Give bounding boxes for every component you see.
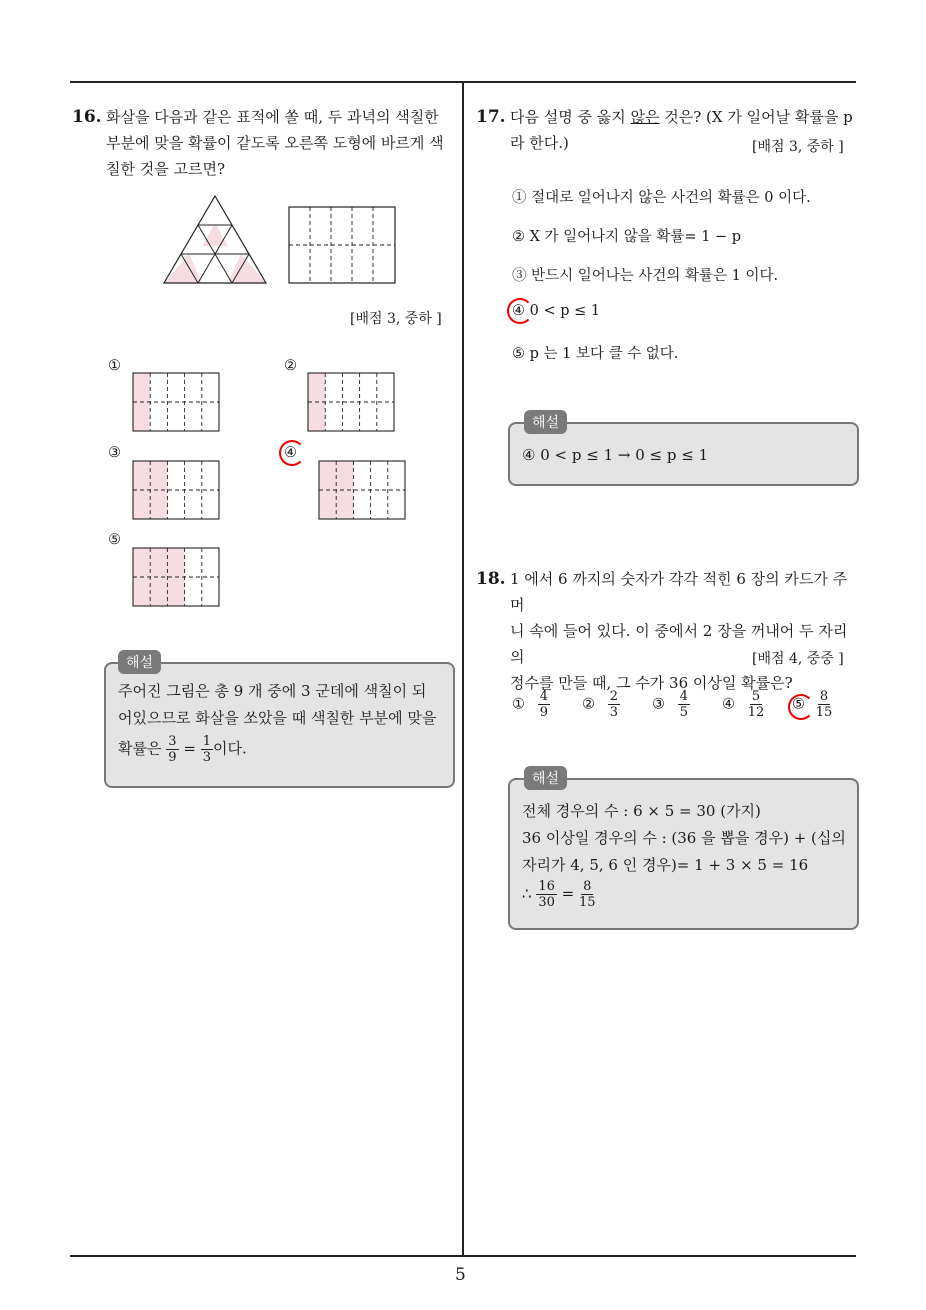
q18-option-5[interactable]: ⑤ $\frac{8}{15}$: [792, 689, 833, 720]
q17-option-1[interactable]: ① 절대로 일어나지 않은 사건의 확률은 0 이다.: [512, 190, 811, 206]
q18-expl-text: [522, 798, 852, 910]
fraction: $\frac{2}{3}$: [609, 689, 619, 720]
q16-expl-line1: 주어진 그림은 총 9 개 중에 3 군데에 색칠이 되: [118, 682, 427, 700]
page-number: 5: [455, 1265, 466, 1285]
q16-option-2-label[interactable]: ②: [284, 358, 297, 374]
q18-option-4[interactable]: ④ $\frac{5}{12}$: [722, 689, 765, 720]
q17-expl-text: ④ 0 < p ≤ 1 → 0 ≤ p ≤ 1: [522, 446, 709, 464]
shaded-triangle: [202, 223, 228, 246]
q16-option-1-grid[interactable]: [132, 372, 222, 434]
q16-number: 16.: [72, 107, 102, 127]
q16-points: [배점 3, 중하 ]: [350, 311, 442, 327]
q17-points: [배점 3, 중하 ]: [752, 139, 844, 155]
q16-option-3-label[interactable]: ③: [108, 445, 121, 461]
q18-expl-line1: 전체 경우의 수 : 6 × 5 = 30 (가지): [522, 802, 761, 820]
q18-line1: 1 에서 6 까지의 숫자가 각각 적힌 6 장의 카드가 주머: [510, 570, 848, 614]
q16-expl-pre: 확률은: [118, 739, 162, 758]
q17-option-3[interactable]: ③ 반드시 일어나는 사건의 확률은 1 이다.: [512, 268, 779, 284]
q17-line1: 다음 설명 중 옳지 않은 것은? (X 가 일어날 확률을 p: [510, 108, 853, 126]
q18-option-2[interactable]: ② $\frac{2}{3}$: [582, 689, 619, 720]
q18-option-3[interactable]: ③ $\frac{4}{5}$: [652, 689, 689, 720]
q16-option-4-label[interactable]: ④: [284, 445, 297, 461]
q17-explanation-tab: 해설: [524, 410, 567, 434]
fraction: $\frac{5}{12}$: [747, 689, 765, 720]
q18-text: [510, 566, 860, 696]
q16-option-3-grid[interactable]: [132, 460, 222, 522]
q18-option-1[interactable]: ① $\frac{4}{9}$: [512, 689, 549, 720]
q16-option-1-label[interactable]: ①: [108, 358, 121, 374]
fraction: $\frac{8}{15}$: [579, 879, 596, 910]
q18-explanation-tab: 해설: [524, 766, 567, 790]
equals: =: [561, 884, 575, 903]
q17-option-2[interactable]: ② X 가 일어나지 않을 확률= 1 − p: [512, 229, 742, 245]
fraction: $\frac{4}{5}$: [679, 689, 689, 720]
fraction: $\frac{8}{15}$: [815, 689, 833, 720]
q16-explanation-tab: 해설: [118, 650, 161, 674]
fraction: $\frac{16}{30}$: [538, 879, 555, 910]
answer-circle-mark: [788, 694, 814, 720]
q16-option-5-label[interactable]: ⑤: [108, 532, 121, 548]
q18-line3: 정수를 만들 때, 그 수가 36 이상일 확률은?: [510, 674, 793, 692]
q16-grid-target: [288, 206, 398, 286]
q16-explanation-box: [104, 662, 455, 788]
column-divider: [462, 81, 464, 1257]
q16-text: [106, 104, 456, 182]
fraction: $\frac{1}{3}$: [202, 734, 211, 765]
q16-line3: 칠한 것을 고르면?: [106, 160, 226, 178]
q18-points: [배점 4, 중중 ]: [752, 651, 844, 667]
fraction: $\frac{3}{9}$: [168, 734, 177, 765]
q18-expl-line3: 자리가 4, 5, 6 인 경우)= 1 + 3 × 5 = 16: [522, 856, 809, 874]
q16-line2: 부분에 맞을 확률이 같도록 오른쪽 도형에 바르게 색: [106, 134, 444, 152]
q18-number: 18.: [476, 569, 506, 589]
therefore-symbol: ∴: [522, 884, 532, 903]
equals: =: [183, 739, 196, 758]
q17-option-4[interactable]: ④ 0 < p ≤ 1: [512, 303, 601, 319]
q17-number: 17.: [476, 107, 506, 127]
q16-expl-text: [118, 678, 448, 765]
q17-option-5[interactable]: ⑤ p 는 1 보다 클 수 없다.: [512, 346, 679, 362]
q16-expl-post: 이다.: [212, 739, 247, 758]
q18-expl-line2: 36 이상일 경우의 수 : (36 을 뽑을 경우) + (십의: [522, 829, 846, 847]
q16-option-4-grid[interactable]: [318, 460, 408, 522]
q18-explanation-box: [508, 778, 859, 930]
q17-line2: 라 한다.): [510, 134, 569, 152]
answer-circle-mark: [507, 298, 533, 324]
q18-expl-line4: [522, 879, 852, 910]
q16-option-5-grid[interactable]: [132, 547, 222, 609]
q16-triangle-target: [160, 192, 270, 287]
q16-option-2-grid[interactable]: [307, 372, 397, 434]
answer-circle-mark: [279, 440, 305, 466]
q16-expl-line3: [118, 734, 448, 765]
fraction: $\frac{4}{9}$: [539, 689, 549, 720]
q16-expl-line2: 어있으므로 화살을 쏘았을 때 색칠한 부분에 맞을: [118, 709, 437, 727]
bottom-rule: [70, 1255, 856, 1257]
q18-line2: 니 속에 들어 있다. 이 중에서 2 장을 꺼내어 두 자리의: [510, 622, 848, 666]
q16-line1: 화살을 다음과 같은 표적에 쏠 때, 두 과녁의 색칠한: [106, 108, 439, 126]
